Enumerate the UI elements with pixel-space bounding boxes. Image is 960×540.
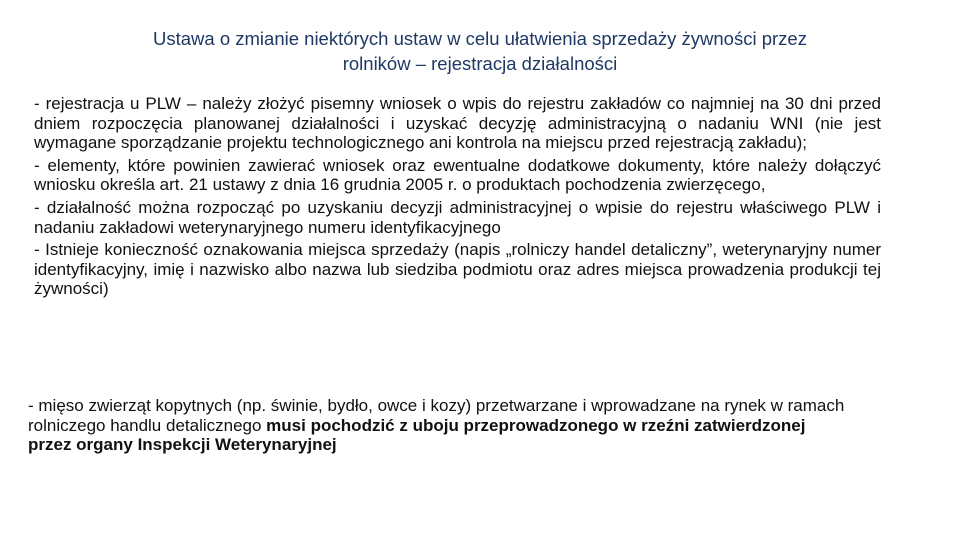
slide-title-line1: Ustawa o zmianie niektórych ustaw w celu ułatwienia sprzedaży żywności przez [153, 28, 807, 49]
paragraph-application-elements: - elementy, które powinien zawierać wniosek oraz ewentualne dodatkowe dokumenty, które należy dołączyć wniosku określa art. 21 ustawy z dnia 16 grudnia 2005 r. o produktach pochodzenia zwierzęcego, [34, 155, 881, 195]
paragraph-meat [28, 396, 848, 455]
body-text [34, 94, 881, 299]
slide-title-line2: rolników – rejestracja działalności [342, 53, 618, 74]
paragraph-labeling: - Istnieje konieczność oznakowania miejsca sprzedaży (napis „rolniczy handel detaliczny”, weterynaryjny numer identyfikacyjny, imię i nazwisko albo nazwa lub siedziba podmiotu oraz adres miejsca prowadzenia produkcji tej żywności) [34, 240, 881, 299]
slide-title [80, 26, 880, 76]
paragraph-meat-bold: musi pochodzić z uboju przeprowadzonego w rzeźni zatwierdzonej przez organy Inspekcji Weterynaryjnej [28, 415, 806, 455]
paragraph-registration: - rejestracja u PLW – należy złożyć pisemny wniosek o wpis do rejestru zakładów co najmniej na 30 dni przed dniem rozpoczęcia planowanej działalności i uzyskać decyzję administracyjną o nadaniu WNI (nie jest wymagane sporządzanie projektu technologicznego ani kontrola na miejscu przed rejestracją zakładu); [34, 94, 881, 153]
paragraph-start-activity: - działalność można rozpocząć po uzyskaniu decyzji administracyjnej o wpisie do rejestru właściwego PLW i nadaniu zakładowi weterynaryjnego numeru identyfikacyjnego [34, 197, 881, 237]
paragraph-meat-plain: - mięso zwierząt kopytnych (np. świnie, bydło, owce i kozy) przetwarzane i wprowadzane na rynek w ramach rolniczego handlu detalicznego [28, 396, 845, 435]
